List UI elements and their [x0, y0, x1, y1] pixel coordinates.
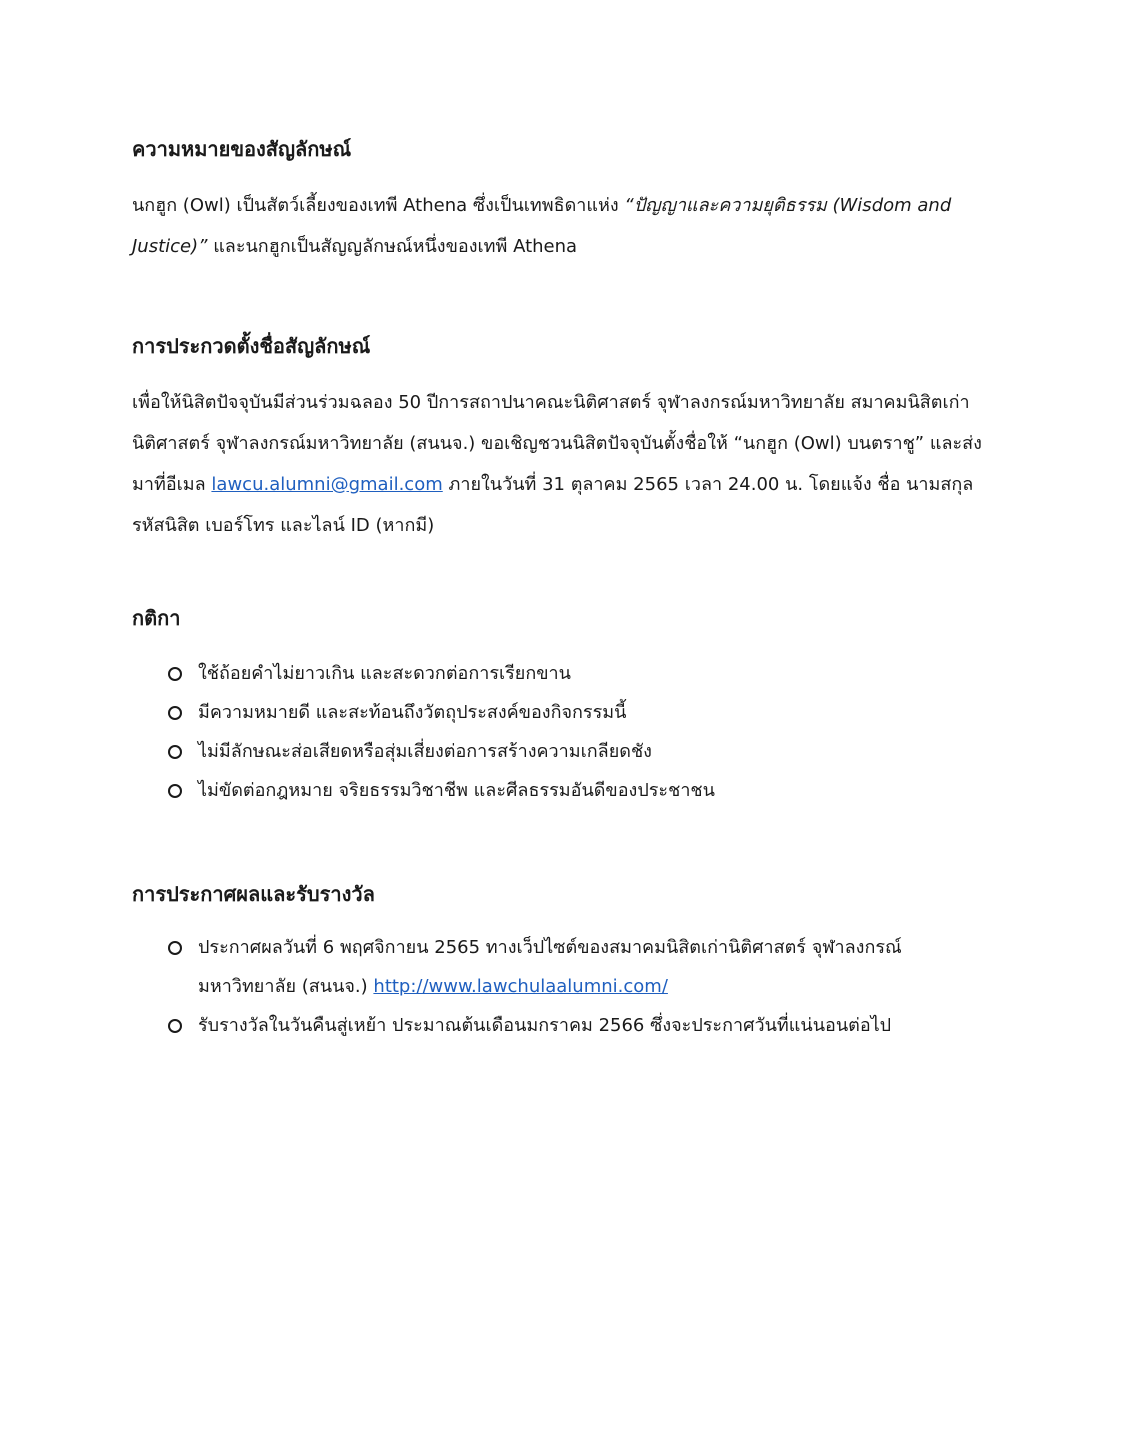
list-item [132, 1006, 992, 1045]
list-item [132, 928, 992, 1006]
section-heading: ความหมายของสัญลักษณ์ [132, 137, 352, 161]
section-heading: กติกา [132, 606, 181, 630]
list-item [132, 693, 992, 732]
list-item-text: ไม่มีลักษณะส่อเสียดหรือสุ่มเสี่ยงต่อการสร้างความเกลียดชัง [198, 741, 652, 762]
announcement-list [132, 928, 992, 1045]
naming-contest-section [132, 332, 992, 546]
announcement-section [132, 880, 992, 1045]
circle-bullet-icon [168, 784, 182, 798]
circle-bullet-icon [168, 667, 182, 681]
circle-bullet-icon [168, 941, 182, 955]
list-item-text: ใช้ถ้อยคำไม่ยาวเกิน และสะดวกต่อการเรียกขาน [198, 663, 571, 684]
website-link[interactable]: http://www.lawchulaalumni.com/ [373, 976, 668, 997]
section-heading: การประกวดตั้งชื่อสัญลักษณ์ [132, 334, 371, 358]
section-heading: การประกาศผลและรับรางวัล [132, 882, 375, 906]
list-item-text: รับรางวัลในวันคืนสู่เหย้า ประมาณต้นเดือนมกราคม 2566 ซึ่งจะประกาศวันที่แน่นอนต่อไป [198, 1015, 892, 1036]
list-item [132, 654, 992, 693]
paragraph-text: และนกฮูกเป็นสัญญลักษณ์หนึ่งของเทพี Athena [207, 236, 578, 257]
list-item [132, 771, 992, 810]
list-item-text: มีความหมายดี และสะท้อนถึงวัตถุประสงค์ของกิจกรรมนี้ [198, 702, 627, 723]
rules-list [132, 654, 992, 810]
naming-contest-paragraph [132, 382, 992, 546]
paragraph-text: ภายในวันที่ 31 ตุลาคม 2565 เวลา 24.00 น. โดยแจ้ง ชื่อ นามสกุล รหัสนิสิต เบอร์โทร และไลน์ ID (หากมี) [132, 474, 974, 536]
italic-quote: “ปัญญาและความยุติธรรม (Wisdom and Justice)” [132, 195, 952, 257]
circle-bullet-icon [168, 1019, 182, 1033]
list-item-text: ไม่ขัดต่อกฎหมาย จริยธรรมวิชาชีพ และศีลธรรมอันดีของประชาชน [198, 780, 715, 801]
circle-bullet-icon [168, 706, 182, 720]
list-item [132, 732, 992, 771]
paragraph-text: นกฮูก (Owl) เป็นสัตว์เลี้ยงของเทพี Athena ซึ่งเป็นเทพธิดาแห่ง [132, 195, 625, 216]
symbol-meaning-section [132, 135, 992, 267]
list-item-text: ประกาศผลวันที่ 6 พฤศจิกายน 2565 ทางเว็ปไซต์ของสมาคมนิสิตเก่านิติศาสตร์ จุฬาลงกรณ์มหาวิทยาลัย (สนนจ.) [198, 937, 902, 997]
email-link[interactable]: lawcu.alumni@gmail.com [211, 474, 443, 495]
rules-section [132, 604, 992, 810]
paragraph-text: เพื่อให้นิสิตปัจจุบันมีส่วนร่วมฉลอง 50 ปีการสถาปนาคณะนิติศาสตร์ จุฬาลงกรณ์มหาวิทยาลัย สมาคมนิสิตเก่านิติศาสตร์ จุฬาลงกรณ์มหาวิทยาลัย (สนนจ.) ขอเชิญชวนนิสิตปัจจุบันตั้งชื่อให้ “นกฮูก (Owl) บนตราชู” และส่งมาที่อีเมล [132, 392, 982, 495]
symbol-meaning-paragraph [132, 185, 992, 267]
circle-bullet-icon [168, 745, 182, 759]
